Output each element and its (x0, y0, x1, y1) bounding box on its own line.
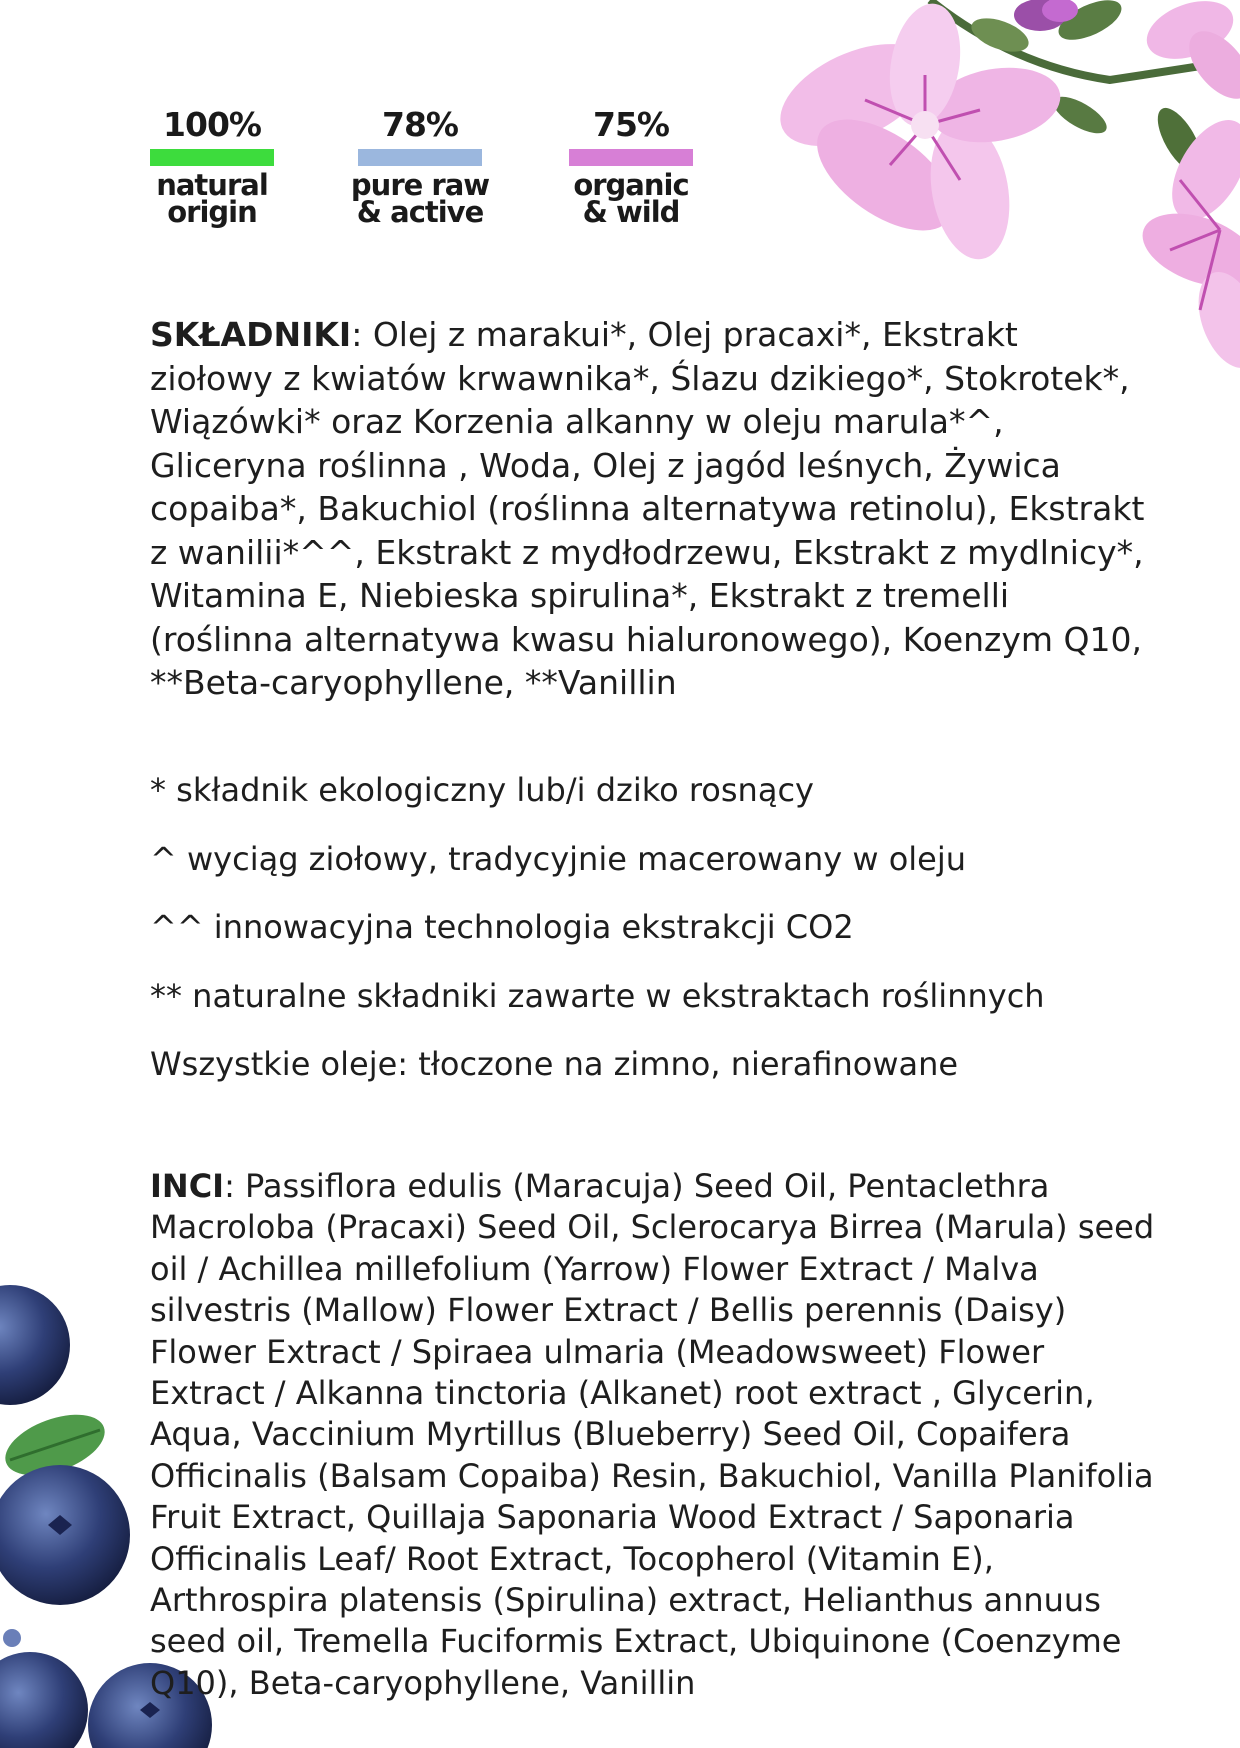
inci-text: : Passiflora edulis (Maracuja) Seed Oil, Pentaclethra Macroloba (Pracaxi) Seed Oil, Sclerocarya Birrea (Marula) seed oil / Achillea millefolium (Yarrow) Flower Extract / Malva silvestris (Mallow) Flower Extract / Bellis perennis (Daisy) Flower Extract / Spiraea ulmaria (Meadowsweet) Flower Extract / Alkanna tinctoria (Alkanet) root extract , Glycerin, Aqua, Vaccinium Myrtillus (Blueberry) Seed Oil, Copaifera Officinalis (Balsam Copaiba) Resin, Bakuchiol, Vanilla Planifolia Fruit Extract, Quillaja Saponaria Wood Extract / Saponaria Officinalis Leaf/ Root Extract, Tocopherol (Vitamin E), Arthrospira platensis (Spirulina) extract, Helianthus annuus seed oil, Tremella Fuciformis Extract, Ubiquinone (Coenzyme Q10), Beta-caryophyllene, Vanillin (150, 1167, 1155, 1702)
badge-label-line1: natural (156, 168, 268, 202)
badge-label-line2: origin (167, 195, 257, 229)
blueberry (0, 1652, 88, 1748)
footnote-co2: ^^ innowacyjna technologia ekstrakcji CO2 (150, 908, 854, 947)
footnote-natural-components: ** naturalne składniki zawarte w ekstraktach roślinnych (150, 976, 1045, 1015)
footnote-organic: * składnik ekologiczny lub/i dziko rosnący (150, 771, 814, 809)
badge-label-line2: & active (356, 195, 484, 229)
badge-label-line1: organic (573, 168, 689, 202)
ingredients-paragraph (150, 313, 1150, 705)
badge-value: 100% (163, 105, 261, 144)
badge-color-bar (150, 149, 274, 166)
footnote-cold-pressed: Wszystkie oleje: tłoczone na zimno, nierafinowane (150, 1045, 959, 1084)
inci-heading: INCI (150, 1167, 225, 1205)
badge-pure-raw-active (340, 105, 500, 229)
mallow-flower (1139, 0, 1240, 110)
ingredients-heading: SKŁADNIKI (150, 315, 352, 354)
ingredients-text: : Olej z marakui*, Olej pracaxi*, Ekstrakt ziołowy z kwiatów krwawnika*, Ślazu dzikiego*, Stokrotek*, Wiązówki* oraz Korzenia alkanny w oleju marula*^, Gliceryna roślinna , Woda, Olej z jagód leśnych, Żywica copaiba*, Bakuchiol (roślinna alternatywa retinolu), Ekstrakt z wanilii*^^, Ekstrakt z mydłodrzewu, Ekstrakt z mydlnicy*, Witamina E, Niebieska spirulina*, Ekstrakt z tremelli (roślinna alternatywa kwasu hialuronowego), Koenzym Q10, **Beta-caryophyllene, **Vanillin (150, 315, 1145, 702)
badge-organic-wild (551, 105, 711, 229)
water-droplet (3, 1629, 21, 1647)
badge-natural-origin (132, 105, 292, 229)
inci-paragraph (150, 1166, 1155, 1704)
badge-color-bar (569, 149, 693, 166)
badge-label-line1: pure raw (350, 168, 490, 202)
badge-label-line2: & wild (582, 195, 680, 229)
badge-value: 75% (593, 105, 669, 144)
footnote-macerated: ^ wyciąg ziołowy, tradycyjnie macerowany w oleju (150, 839, 967, 878)
badge-color-bar (358, 149, 482, 166)
badge-value: 78% (382, 105, 458, 144)
footnotes (150, 770, 1150, 1113)
blueberry (0, 1465, 130, 1605)
blueberry (0, 1285, 70, 1405)
